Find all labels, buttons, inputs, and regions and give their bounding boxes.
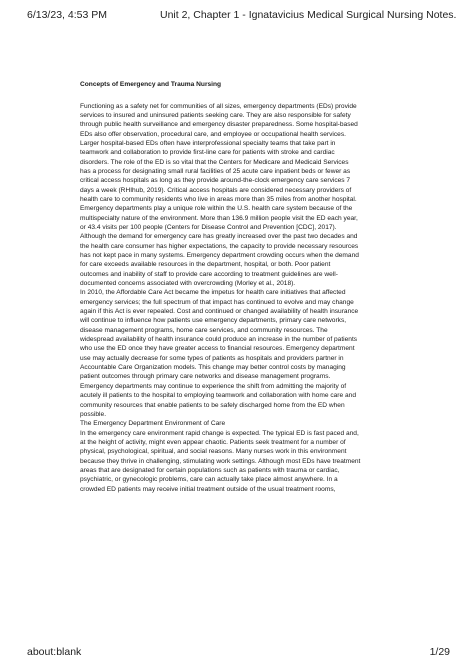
print-url: about:blank [27, 646, 82, 658]
document-heading: Concepts of Emergency and Trauma Nursing [80, 81, 222, 88]
paragraph-environment-of-care: In the emergency care environment rapid change is expected. The typical ED is fast paced and, at the height of activity, might even appear chaotic. Patients seek treatment for a number of physical, psychological, spiritual, and social reasons. Many nurses work in this environment because they thrive in challenging, stimulating work settings. Although most EDs have treatment areas that are designated for certain populations such as patients with trauma or cardiac, psychiatric, or gynecologic problems, care can actually take place almost anywhere. In a crowded ED patients may receive initial treatment outside of the usual treatment rooms, [80, 429, 361, 493]
print-datetime: 6/13/23, 4:53 PM [27, 9, 107, 21]
page-number: 1/29 [429, 646, 450, 658]
paragraph-affordable-care-act: In 2010, the Affordable Care Act became the impetus for health care initiatives that affected emergency services; the full spectrum of that impact has continued to evolve and may change again if this Act is ever repealed. Cost and continued or changed availability of health insurance will continue to influence how patients use emergency departments, primary care networks, disease management programs, home care services, and community resources. The widespread availability of health insurance could produce an increase in the number of patients who use the ED once they have greater access to financial resources. Emergency department use may actually decrease for some types of patients as hospitals and providers partner in Accountable Care Organization models. This change may better control costs by managing patient outcomes through primary care networks and disease management programs. Emergency departments may continue to experience the shift from admitting the majority of acutely ill patients to the hospital to employing teamwork and collaboration with home care and community resources that enable patients to be safely discharged home from the ED when possible. [80, 289, 359, 418]
document-body [80, 80, 400, 494]
paragraph-intro: Functioning as a safety net for communities of all sizes, emergency departments (EDs) provide services to insured and uninsured patients seeking care. They are also responsible for safety through public health surveillance and emergency disaster preparedness. Some hospital-based EDs also offer observation, procedural care, and employee or occupational health services. Larger hospital-based EDs often have interprofessional specialty teams that take part in teamwork and collaboration to provide first-line care for patients with stroke and cardiac disorders. The role of the ED is so vital that the Centers for Medicare and Medicaid Services has a process for designating small rural facilities of 25 acute care inpatient beds or fewer as critical access hospitals as long as they provide around-the-clock emergency care services 7 days a week (RHIhub, 2019). Critical access hospitals are considered necessary providers of health care to community residents who live in areas more than 35 miles from another hospital. Emergency departments play a unique role within the U.S. health care system because of the multispecialty nature of the environment. More than 136.9 million people visit the ED each year, or 43.4 visits per 100 people (Centers for Disease Control and Prevention [CDC], 2017). Although the demand for emergency care has greatly increased over the past two decades and the health care consumer has higher expectations, the capacity to provide necessary resources has not kept pace in many systems. Emergency department crowding occurs when the demand for care exceeds available resources in the department, hospital, or both. Poor patient outcomes and inability of staff to provide care according to treatment guidelines are well- documented concerns associated with overcrowding (Morley et al., 2018). [80, 102, 359, 288]
print-title: Unit 2, Chapter 1 - Ignatavicius Medical Surgical Nursing Notes. [160, 9, 457, 21]
section-subheading: The Emergency Department Environment of Care [80, 420, 226, 428]
